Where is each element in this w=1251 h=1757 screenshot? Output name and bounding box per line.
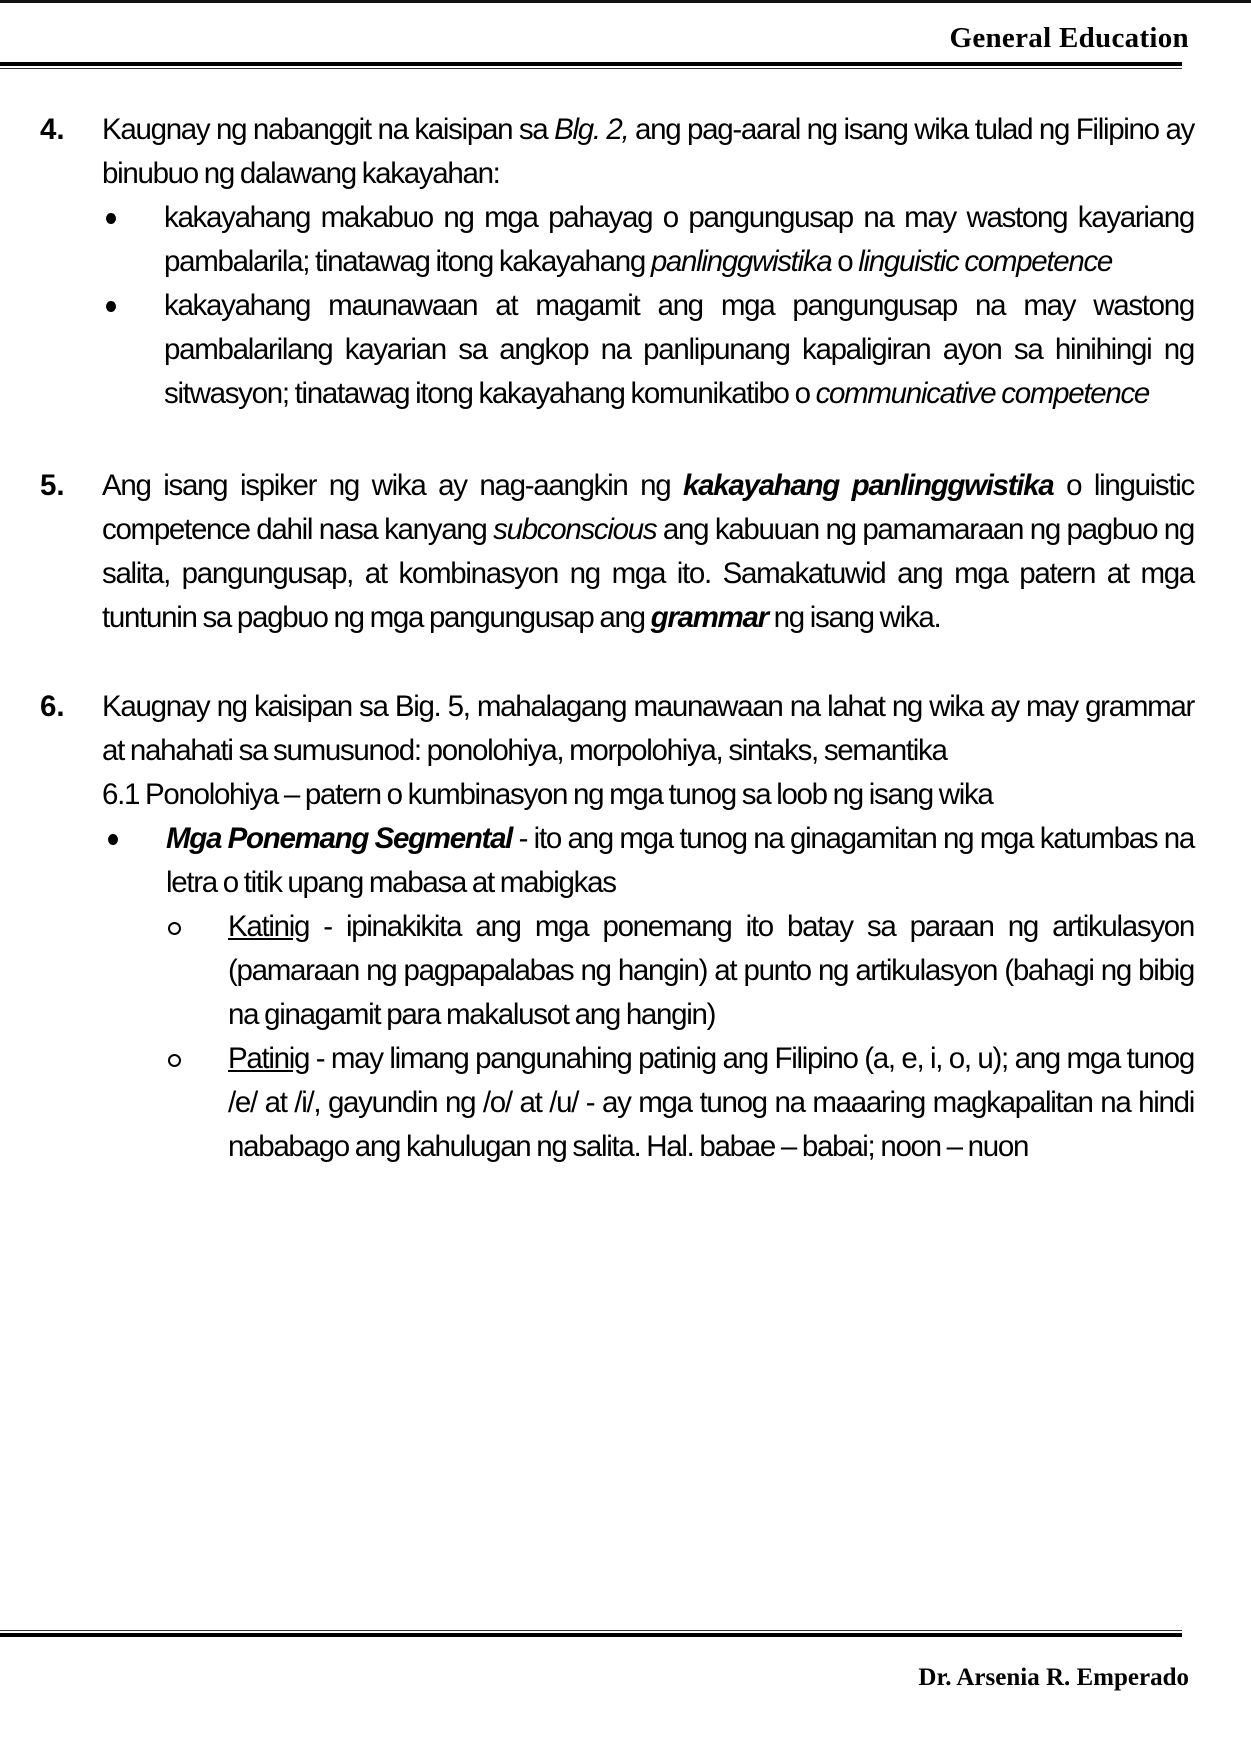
text-run: o [831,245,859,278]
text-run: - ito ang mga tunog na ginagamitan ng mga katumbas na letra o titik upang mabasa at mabigkas [166,822,1195,899]
text-run-italic: panlinggwistika [650,245,832,278]
hollow-bullet-icon [168,1054,181,1067]
item-4-intro [102,108,1194,196]
text-run-italic: communicative competence [815,377,1150,410]
text-run: - may limang pangunahing patinig ang Filipino (a, e, i, o, u); ang mga tunog /e/ at /i/, gayundin ng /o/ at /u/ - ay mga tunog na maaaring magkapalitan na hindi nababago ang kahulugan ng salita. Hal. babae – babai; noon – nuon [228,1042,1194,1163]
text-run: ang pag-aaral ng isang wika tulad ng Filipino ay binubuo ng dalawang kakayahan: [102,113,1194,190]
footer-author: Dr. Arsenia R. Emperado [918,1664,1189,1691]
footer-rule-thin [0,1630,1182,1631]
text-run-italic: linguistic competence [858,245,1113,278]
page-content [0,108,1251,1169]
header-rule-thick [0,62,1182,66]
bullet-item [104,817,1194,905]
item-number: 4. [40,113,65,146]
term-underlined: Patinig [228,1042,310,1075]
footer-rule-thick [0,1633,1182,1637]
bullet-item [102,196,1194,284]
term-underlined: Katinig [228,910,310,943]
sub-bullet-item-patinig [166,1037,1194,1169]
item-number: 5. [40,469,65,502]
item-4-bullets [102,196,1194,416]
text-run: o linguistic competence dahil nasa kanyang [102,469,1194,546]
bullet-icon [106,213,116,224]
list-item-6 [0,685,1194,1169]
text-run-italic: subconscious [493,513,657,546]
bullet-icon [108,834,118,845]
text-run: Ang isang ispiker ng wika ay nag-aangkin ng [102,469,684,502]
bullet-item [102,284,1194,416]
subsection-heading: 6.1 Ponolohiya – patern o kumbinasyon ng mga tunog sa loob ng isang wika [102,778,993,811]
item-number: 6. [40,690,65,723]
text-run: kakayahang makabuo ng mga pahayag o pangungusap na may wastong kayariang pambalarila; tinatawag itong kakayahang [164,201,1194,278]
text-run: kakayahang maunawaan at magamit ang mga pangungusap na may wastong pambalarilang kayarian sa angkop na panlipunang kapaligiran ayon sa hinihingi ng sitwasyon; tinatawag itong kakayahang komunikatibo o [164,289,1194,410]
sub-bullet-item-katinig [166,905,1194,1037]
text-run: ng isang wika. [767,601,941,634]
text-run: ang kabuuan ng pamamaraan ng pagbuo ng salita, pangungusap, at kombinasyon ng mga ito. Samakatuwid ang mga patern at mga tuntunin sa pagbuo ng mga pangungusap ang [102,513,1194,634]
subsection-6-1 [102,773,1194,1169]
text-run: Kaugnay ng nabanggit na kaisipan sa [102,113,555,146]
text-run-bold-italic: grammar [650,601,768,634]
text-run-bold-italic: kakayahang panlinggwistika [683,469,1054,502]
text-run-bold-italic: Mga Ponemang Segmental [166,822,513,855]
subsection-body [102,817,1194,1169]
top-border-rule [0,0,1251,3]
header-rule-thin [0,68,1182,69]
bullet-icon [106,301,116,312]
spacer [0,416,1251,464]
spacer [0,640,1251,685]
item-6-intro: Kaugnay ng kaisipan sa Big. 5, mahalagang maunawaan na lahat ng wika ay may grammar at nahahati sa sumusunod: ponolohiya, morpolohiya, sintaks, semantika [102,690,1194,767]
text-run-italic: Blg. 2, [554,113,629,146]
hollow-bullet-icon [168,922,181,935]
list-item-4 [0,108,1194,416]
header-rule [0,62,1182,69]
header-title: General Education [949,22,1189,54]
text-run: - ipinakikita ang mga ponemang ito batay sa paraan ng artikulasyon (pamaraan ng pagpapalabas ng hangin) at punto ng artikulasyon (bahagi ng bibig na ginagamit para makalusot ang hangin) [228,910,1194,1031]
footer-rule [0,1630,1182,1637]
list-item-5 [0,464,1194,640]
item-5-text [102,464,1194,640]
